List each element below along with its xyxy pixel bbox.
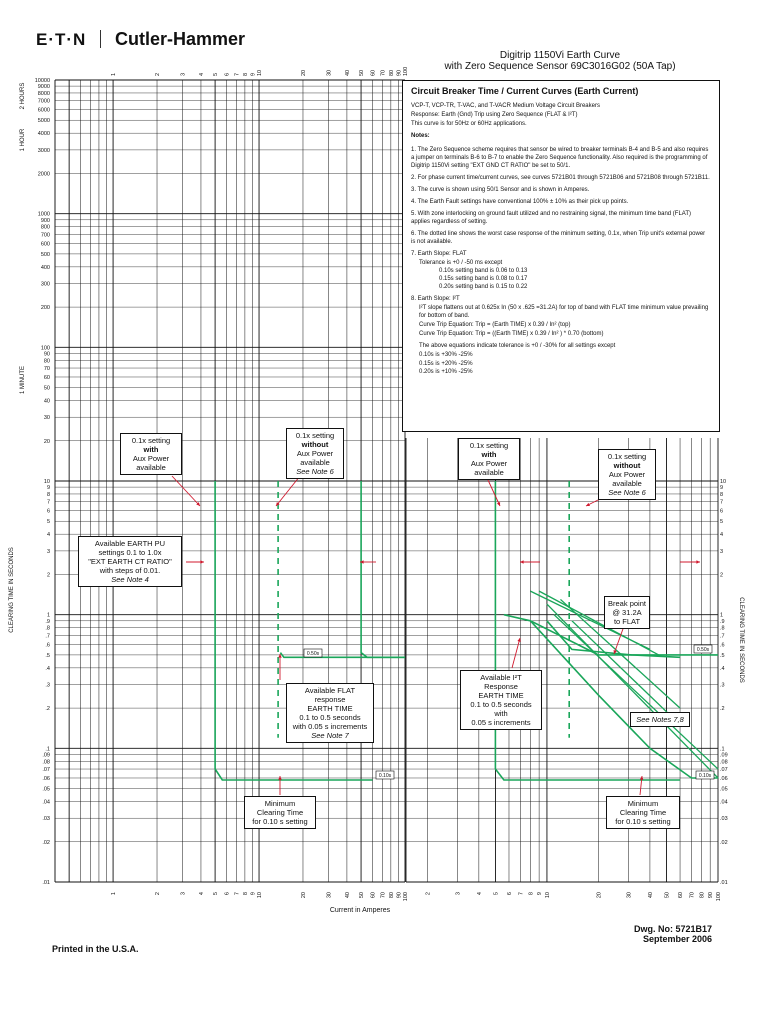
y-tick-label: 600	[40, 241, 50, 248]
y-tick-label-right: .6	[720, 642, 725, 649]
x-tick-label-bottom: 20	[300, 892, 307, 899]
callout-text: Minimum	[627, 799, 659, 808]
x-tick-label-bottom-right: 20	[596, 892, 603, 899]
y-tick-label: .03	[42, 816, 50, 823]
y-tick-label: .04	[42, 799, 50, 806]
x-tick-label-bottom: 4	[198, 892, 205, 896]
y-tick-label: 80	[43, 358, 50, 365]
note-8-g: 0.20s is +10% -25%	[419, 368, 473, 375]
note-8-title: 8. Earth Slope: I²T	[411, 295, 460, 302]
y-tick-label-right: .04	[720, 799, 728, 806]
y-tick-label: .6	[45, 642, 50, 649]
note-1: 1. The Zero Sequence scheme requires that sensor be wired to breaker terminals B-4 and B-5 and also requires a jumper on terminals B-6 to B-7 to enable the Zero Sequence functionality. Also required is the programming of Digitrip 1150Vi setting "EXT GND CT RATIO" be set to 50/1.	[411, 146, 709, 169]
note-8-c: Curve Trip Equation: Trip = ((Earth TIME) x 0.39 / In² ) * 0.70 (bottom)	[419, 331, 604, 338]
x-tick-label-top: 60	[370, 69, 377, 76]
y-tick-label: 4000	[37, 131, 50, 138]
y-tick-label-right: .06	[720, 775, 728, 782]
callout-text: available	[474, 468, 504, 477]
callout-text: 0.1x setting	[469, 441, 509, 450]
x-tick-label-top: 30	[326, 69, 333, 76]
y-tick-label-right: .03	[720, 816, 728, 823]
y-tick-label: 700	[40, 232, 50, 239]
y-tick-label: 400	[40, 264, 50, 271]
drawing-date: September 2006	[642, 934, 712, 944]
y-side-label-1hour: 1 HOUR	[20, 128, 26, 152]
callout-text: to FLAT	[613, 617, 641, 626]
x-tick-label-bottom-right: 7	[518, 892, 525, 896]
i2t-band-line	[547, 604, 718, 778]
y-tick-label: 5000	[37, 118, 50, 125]
x-tick-label-bottom: 70	[380, 892, 387, 899]
eaton-logo: E·T·N	[36, 30, 87, 49]
x-tick-label-top: 20	[300, 69, 307, 76]
y-tick-label-right: 6	[720, 508, 724, 515]
x-tick-label-bottom-right: 10	[544, 892, 551, 899]
y-tick-label: .06	[42, 775, 50, 782]
y-tick-label: .5	[45, 652, 50, 659]
arrow-left-with-aux	[172, 476, 200, 506]
callout-flat-response	[286, 683, 374, 743]
y-tick-label: 70	[43, 366, 50, 373]
x-tick-label-bottom: 1	[111, 892, 118, 896]
callout-text: See Note 4	[111, 575, 149, 584]
callout-text: for 0.10 s setting	[615, 817, 671, 826]
y-tick-label-right: .1	[720, 746, 725, 753]
callout-text: Response	[484, 682, 518, 691]
x-tick-label-bottom: 5	[213, 892, 220, 896]
callout-text: with	[494, 709, 508, 718]
x-tick-label-bottom: 6	[224, 892, 231, 896]
i2t-band-line	[572, 621, 680, 725]
callout-right-min-clearing	[606, 796, 680, 829]
y-tick-label: 60	[43, 374, 50, 381]
y-tick-label: 100	[40, 345, 50, 352]
callout-text: 0.1x setting	[607, 452, 647, 461]
y-tick-label-right: 7	[720, 499, 724, 506]
y-tick-label-right: 2	[720, 572, 724, 579]
y-axis-title: CLEARING TIME IN SECONDS	[9, 547, 15, 633]
callout-text: EARTH TIME	[478, 691, 524, 700]
brand-name: Cutler-Hammer	[115, 29, 246, 49]
callout-text: Break point	[608, 599, 646, 608]
callout-text: without	[613, 461, 641, 470]
x-tick-label-bottom-right: 50	[664, 892, 671, 899]
callout-text: with	[143, 445, 159, 454]
y-tick-label: .01	[42, 880, 50, 886]
y-tick-label-right: 3	[720, 548, 724, 555]
y-tick-label: 90	[43, 351, 50, 358]
y-tick-label: .09	[42, 752, 50, 759]
x-tick-label-bottom: 80	[388, 892, 395, 899]
notes-heading: Circuit Breaker Time / Current Curves (Earth Current)	[411, 86, 639, 96]
y-tick-label: 2000	[37, 171, 50, 178]
chart-title-line2: with Zero Sequence Sensor 69C3016G02 (50A Tap)	[444, 61, 676, 72]
x-tick-label-bottom-right: 6	[506, 892, 513, 896]
y-tick-label: .9	[45, 618, 50, 625]
note-8-b: Curve Trip Equation: Trip = (Earth TIME) x 0.39 / In² (top)	[419, 322, 571, 329]
x-tick-label-top: 70	[380, 69, 387, 76]
y-tick-label-right: 5	[720, 519, 724, 526]
y-tick-label: 40	[43, 398, 50, 405]
callout-text: available	[136, 463, 166, 472]
callout-text: Aux Power	[470, 459, 508, 468]
callout-text: See Note 6	[296, 467, 334, 476]
note-2: 2. For phase current time/current curves, see curves 5721B01 through 5721B06 and 5721B08 through 5721B11.	[411, 174, 710, 181]
callout-text: Clearing Time	[256, 808, 304, 817]
y-tick-label-right: .5	[720, 652, 725, 659]
x-tick-label-bottom: 3	[180, 892, 187, 896]
note-5: 5. With zone interlocking on ground fault utilized and no restraining signal, the minimum time band (FLAT) applies regardless of setting.	[411, 211, 692, 226]
callout-text: 0.1 to 0.5 seconds	[470, 700, 532, 709]
x-tick-label-bottom-right: 70	[689, 892, 696, 899]
x-tick-label-bottom-right: 30	[626, 892, 633, 899]
x-tick-label-bottom-right: 3	[455, 892, 462, 896]
y-tick-label: 6000	[37, 107, 50, 114]
note-8-e: 0.10s is +30% -25%	[419, 352, 473, 359]
note-3: 3. The curve is shown using 50/1 Sensor and is shown in Amperes.	[411, 186, 590, 193]
callout-see-notes-78: See Notes 7,8	[630, 712, 690, 727]
y-tick-label: 5	[46, 519, 50, 526]
printed-in-usa: Printed in the U.S.A.	[52, 944, 139, 954]
y-tick-label: 3	[46, 548, 50, 555]
callout-text: settings 0.1 to 1.0x	[98, 548, 162, 557]
note-8-f: 0.15s is +20% -25%	[419, 360, 473, 367]
y-tick-label-right: .9	[720, 618, 725, 625]
x-tick-label-top: 1	[111, 72, 118, 76]
callout-text: Aux Power	[608, 470, 646, 479]
x-tick-label-top: 10	[257, 69, 264, 76]
y-tick-label: .07	[42, 767, 50, 774]
x-tick-label-top: 40	[344, 69, 351, 76]
i2t-band-line	[554, 615, 718, 769]
x-tick-label-bottom: 90	[396, 892, 403, 899]
x-tick-label-top: 8	[242, 72, 249, 76]
x-tick-label-bottom-right: 60	[678, 892, 685, 899]
y-tick-label-right: .09	[720, 752, 728, 759]
y-tick-label: 800	[40, 224, 50, 231]
callout-text: with	[481, 450, 497, 459]
y-tick-label-right: .05	[720, 786, 728, 793]
note-4: 4. The Earth Fault settings have conventional 100% ± 10% as their pick up points.	[411, 198, 629, 205]
y-tick-label-right: 9	[720, 485, 724, 492]
y-tick-label: 10	[43, 479, 50, 485]
callout-text: Aux Power	[132, 454, 170, 463]
x-tick-label-top: 2	[155, 72, 162, 76]
y-tick-label-right: 1	[720, 612, 724, 619]
y-tick-label-right: .07	[720, 767, 728, 774]
y-tick-label: 2	[46, 572, 50, 579]
y-tick-label: 900	[40, 217, 50, 224]
x-tick-label-bottom: 50	[359, 892, 366, 899]
y-tick-label: 9000	[37, 84, 50, 91]
y-tick-label: 7	[46, 499, 50, 506]
y-tick-label-right: 10	[720, 479, 727, 485]
y-tick-label-right: .08	[720, 759, 728, 766]
callout-text: "EXT EARTH CT RATIO"	[88, 557, 172, 566]
y-tick-label: 50	[43, 385, 50, 392]
callout-text: 0.1x setting	[131, 436, 171, 445]
x-tick-label-top: 80	[388, 69, 395, 76]
y-tick-label-right: 8	[720, 491, 724, 498]
x-tick-label-bottom: 30	[326, 892, 333, 899]
callout-right-without-aux	[598, 449, 656, 500]
callout-text: available	[300, 458, 330, 467]
y-tick-label-right: 4	[720, 532, 724, 539]
notes-box	[402, 80, 720, 432]
drawing-number: Dwg. No: 5721B17	[633, 924, 712, 934]
note-6: 6. The dotted line shows the worst case response of the minimum setting, 0.1x, when Trip unit's external power is not available.	[411, 231, 706, 246]
x-tick-label-bottom-right: 2	[425, 892, 432, 896]
y-tick-label: 10000	[34, 78, 50, 84]
note-7-b: 0.15s setting band is 0.08 to 0.17	[439, 275, 528, 282]
x-tick-label-top: 3	[180, 72, 187, 76]
y-tick-label: 9	[46, 485, 50, 492]
x-tick-label-top: 100	[403, 66, 409, 76]
callout-text: Available I²T	[480, 673, 522, 682]
callout-i2t-response	[460, 670, 542, 730]
y-tick-label: .08	[42, 759, 50, 766]
chart-title-line1: Digitrip 1150Vi Earth Curve	[499, 50, 621, 61]
y-tick-label: 4	[46, 532, 50, 539]
y-tick-label-right: .2	[720, 706, 725, 713]
y-tick-label-right: .8	[720, 625, 725, 632]
x-tick-label-top: 4	[198, 72, 205, 76]
note-7-tolerance: Tolerance is +0 / -50 ms except	[419, 259, 503, 266]
arrow-left-without-aux	[276, 476, 300, 506]
callout-text: Minimum	[264, 799, 296, 808]
callout-breakpoint	[604, 596, 650, 629]
y-tick-label: .8	[45, 625, 50, 632]
x-tick-label-bottom-right: 40	[647, 892, 654, 899]
callout-text: without	[301, 440, 329, 449]
freq-line: This curve is for 50Hz or 60Hz applications.	[411, 121, 527, 128]
y-side-label-2hours: 2 HOURS	[20, 82, 26, 110]
callout-text: @ 31.2A	[612, 608, 642, 617]
y-tick-label: .7	[45, 633, 50, 640]
y-tick-label: .4	[45, 665, 50, 672]
y-tick-label-right: .7	[720, 633, 725, 640]
y-tick-label: 3000	[37, 147, 50, 154]
tag-050-right: 0.50s	[696, 647, 710, 653]
x-tick-label-top: 7	[234, 72, 241, 76]
y-tick-label: 20	[43, 438, 50, 445]
callout-text: Available EARTH PU	[94, 539, 166, 548]
tag-010-left: 0.10s	[378, 773, 392, 779]
tag-050-left: 0.50s	[306, 651, 320, 657]
callout-text: Clearing Time	[619, 808, 667, 817]
x-tick-label-bottom: 7	[234, 892, 241, 896]
breaker-types: VCP-T, VCP-TR, T-VAC, and T-VACR Medium Voltage Circuit Breakers	[411, 103, 600, 110]
x-tick-label-top: 6	[224, 72, 231, 76]
y-tick-label-right: .3	[720, 682, 725, 689]
callout-text: for 0.10 s setting	[252, 817, 308, 826]
callout-text: with steps of 0.01.	[99, 566, 161, 575]
y-tick-label: 300	[40, 281, 50, 288]
x-tick-label-bottom-right: 8	[528, 892, 535, 896]
callout-right-with-aux	[458, 438, 520, 480]
x-tick-label-top: 90	[396, 69, 403, 76]
callout-text: available	[612, 479, 642, 488]
x-tick-label-bottom-right: 80	[699, 892, 706, 899]
callout-text: See Note 6	[608, 488, 646, 497]
y-tick-label: 8000	[37, 90, 50, 97]
x-tick-label-top: 50	[359, 69, 366, 76]
x-tick-label-bottom-right: 9	[537, 892, 544, 896]
y-tick-label: 30	[43, 415, 50, 422]
y-tick-label: 1000	[37, 211, 50, 218]
note-8-a: I²T slope flattens out at 0.625x In (50 x .625 =31.2A) for top of band with FLAT time minimum value prevailing for bottom of band.	[419, 305, 709, 320]
x-tick-label-bottom: 9	[250, 892, 257, 896]
y-tick-label: 6	[46, 508, 50, 515]
y-side-label-1minute: 1 MINUTE	[20, 365, 26, 395]
callout-text: EARTH TIME	[307, 704, 353, 713]
y-tick-label: 1	[46, 612, 50, 619]
curve-series-1-0	[495, 481, 680, 780]
callout-text: 0.1x setting	[295, 431, 335, 440]
y-tick-label: .3	[45, 682, 50, 689]
callout-text: with 0.05 s increments	[292, 722, 368, 731]
callout-left-min-clearing	[244, 796, 316, 829]
y-tick-label: .2	[45, 706, 50, 713]
arrow-i2t	[512, 638, 520, 668]
arrow-right-with-aux	[488, 480, 500, 506]
x-tick-label-top: 5	[213, 72, 220, 76]
callout-text: Available FLAT response	[304, 686, 356, 704]
tag-010-right: 0.10s	[698, 773, 712, 779]
y-axis-title-right: CLEARING TIME IN SECONDS	[738, 597, 744, 683]
x-tick-label-top: 9	[250, 72, 257, 76]
callout-text: 0.05 s increments	[471, 718, 531, 727]
y-tick-label: .05	[42, 786, 50, 793]
arrow-earth-pu-head	[200, 560, 204, 563]
callout-text: Aux Power	[296, 449, 334, 458]
x-tick-label-bottom: 60	[370, 892, 377, 899]
response-line: Response: Earth (Gnd) Trip using Zero Sequence (FLAT & I²T)	[411, 112, 578, 119]
y-tick-label: 8	[46, 491, 50, 498]
callout-text: 0.1 to 0.5 seconds	[299, 713, 361, 722]
note-7-a: 0.10s setting band is 0.06 to 0.13	[439, 267, 528, 274]
callout-earth-pu	[78, 536, 182, 587]
x-tick-label-bottom-right: 4	[476, 892, 483, 896]
y-tick-label: .1	[45, 746, 50, 753]
x-axis-title: Current in Amperes	[329, 907, 391, 914]
y-tick-label: 500	[40, 251, 50, 258]
note-8-d: The above equations indicate tolerance is +0 / -30% for all settings except	[419, 343, 616, 350]
y-tick-label-right: .02	[720, 839, 728, 846]
x-tick-label-bottom: 100	[403, 892, 409, 902]
x-tick-label-bottom: 40	[344, 892, 351, 899]
x-tick-label-bottom-right: 100	[716, 892, 722, 902]
callout-left-without-aux	[286, 428, 344, 479]
y-tick-label: 200	[40, 305, 50, 312]
callout-text: See Note 7	[311, 731, 349, 740]
y-tick-label-right: .4	[720, 665, 725, 672]
y-tick-label: 7000	[37, 98, 50, 105]
x-tick-label-bottom: 10	[257, 892, 264, 899]
x-tick-label-bottom-right: 5	[493, 892, 500, 896]
arrow-breakpoint	[614, 626, 624, 654]
arrow-earth-pu-r2-head	[696, 560, 700, 563]
x-tick-label-bottom-right: 90	[708, 892, 715, 899]
y-tick-label: .02	[42, 839, 50, 846]
x-tick-label-bottom: 8	[242, 892, 249, 896]
callout-left-with-aux	[120, 433, 182, 475]
note-7-title: 7. Earth Slope: FLAT	[411, 251, 467, 258]
x-tick-label-bottom: 2	[155, 892, 162, 896]
y-tick-label-right: .01	[720, 880, 728, 886]
note-7-c: 0.20s setting band is 0.15 to 0.22	[439, 283, 528, 290]
notes-label: Notes:	[411, 133, 430, 140]
